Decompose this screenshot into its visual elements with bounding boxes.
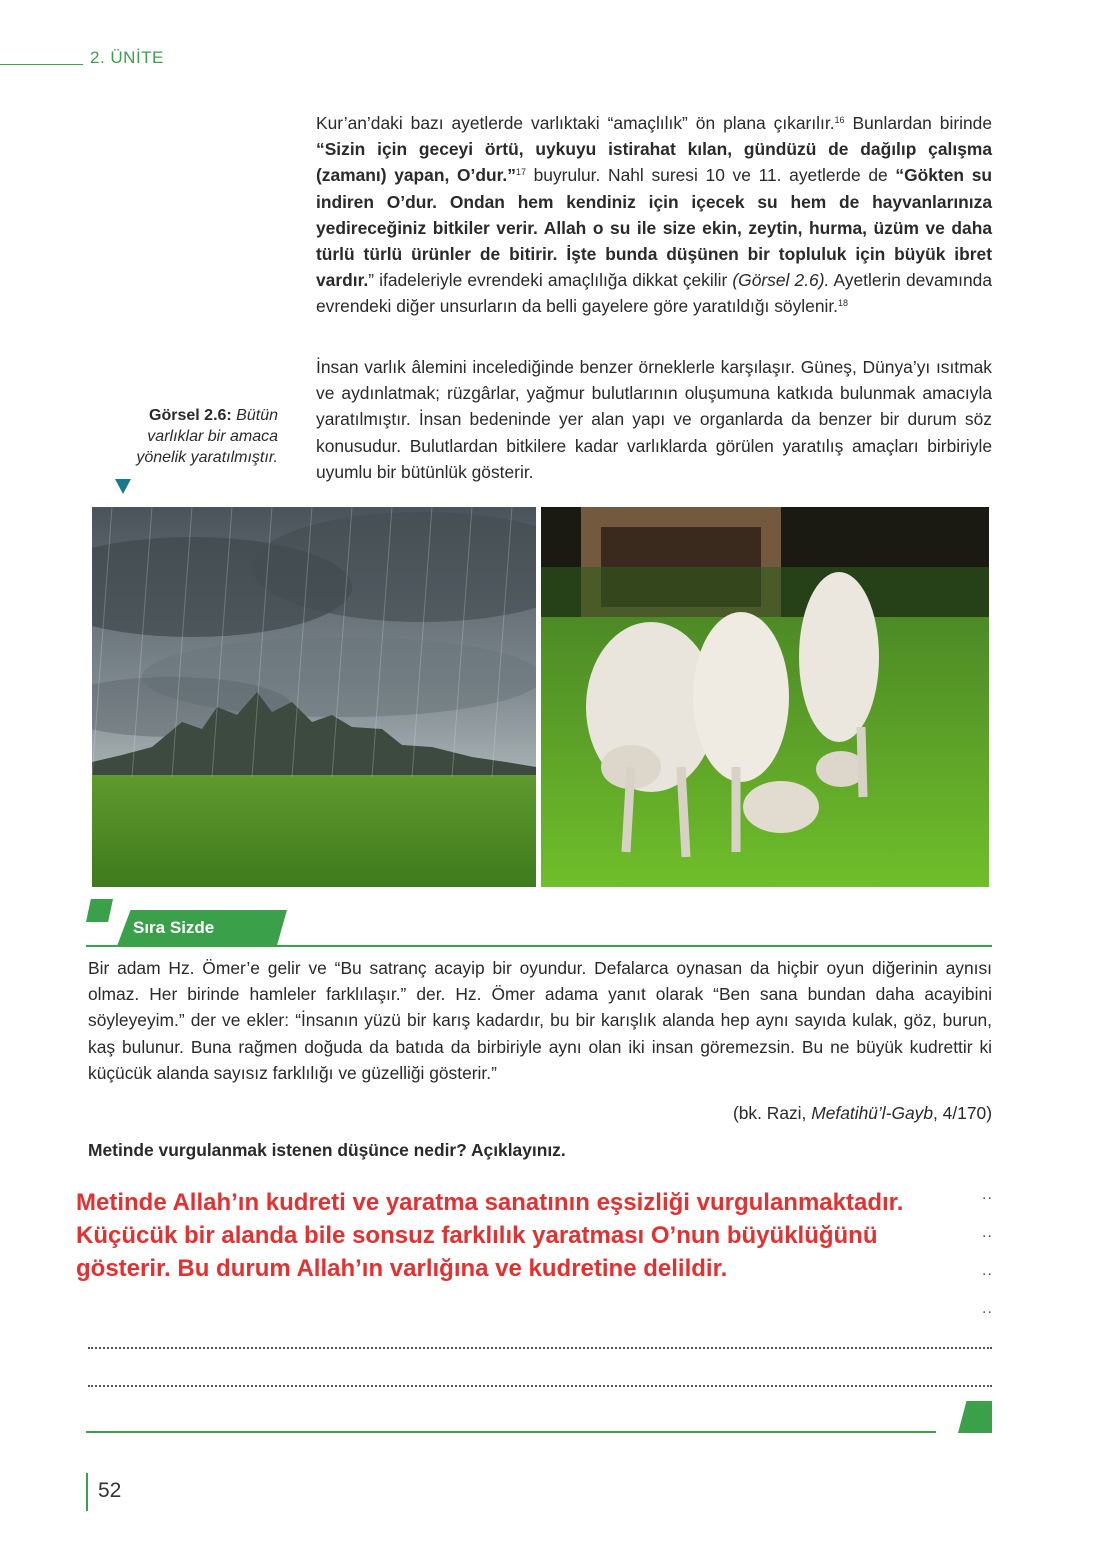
answer-line: [88, 1383, 992, 1387]
activity-story: Bir adam Hz. Ömer’e gelir ve “Bu satranç acayip bir oyundur. Defalarca oynasan da hiçbir oyun diğerinin aynısı olmaz. Her birinde hamleler farklılaşır.” der. Hz. Ömer adama yanıt olarak “Ben sana bundan daha acayibini söyleyeyim.” der ve ekler: “İnsanın yüzü bir karış kadardır, bu bir karışlık alanda hep aynı sayıda kulak, göz, burun, kaş bulunur. Buna rağmen doğuda da batıda da birbiriyle aynı olan iki insan göremezsin. Bu ne büyük kudrettir ki küçücük alanda sayısız farklılığı ve güzelliği gösterir.”: [88, 958, 992, 1083]
answer-line: [88, 1345, 992, 1349]
caption-text: Bütün varlıklar bir amaca yönelik yaratılmıştır.: [136, 407, 278, 466]
sheep-grazing-image: [541, 507, 989, 887]
text-span: ” ifadeleriyle evrendeki amaçlılığa dikkat çekilir: [368, 270, 733, 291]
text-span: Bunlardan birinde: [844, 113, 992, 133]
handwritten-answer: Metinde Allah’ın kudreti ve yaratma sanatının eşsizliği vurgulanmaktadır. Küçücük bir alanda bile sonsuz farklılık yaratması O’nun büyüklüğünü gösterir. Bu durum Allah’ın varlığına ve kudretine delildir.: [76, 1189, 904, 1282]
caption-triangle-icon: [115, 479, 131, 494]
activity-question: Metinde vurgulanmak istenen düşünce nedir? Açıklayınız.: [88, 1140, 566, 1160]
rain-landscape-image: [92, 507, 536, 887]
ref-text: (bk. Razi,: [732, 1103, 812, 1123]
ref-work: Mefatihü’l-Gayb: [811, 1103, 934, 1123]
source-reference: [733, 1103, 992, 1124]
unit-label: 2. ÜNİTE: [90, 48, 164, 67]
figure-ref: (Görsel 2.6).: [732, 270, 830, 291]
answer-line-dots: ..: [982, 1224, 993, 1241]
ref-text: , 4/170): [933, 1103, 992, 1123]
text-span: Ayetlerin devamında evrendeki diğer unsurların da belli gayelere göre yaratıldığı söylenir.: [316, 270, 992, 317]
header-rule: [0, 64, 83, 65]
figure-caption: [100, 405, 278, 468]
page-number: 52: [98, 1479, 122, 1502]
caption-label: Görsel 2.6:: [149, 407, 232, 424]
activity-title: Sıra Sizde: [133, 918, 215, 937]
page-number-bar: [86, 1473, 88, 1511]
text-span: Kur’an’daki bazı ayetlerde varlıktaki “amaçlılık” ön plana çıkarılır.: [316, 113, 835, 133]
footnote-17: 17: [515, 167, 526, 178]
footnote-16: 16: [834, 115, 845, 125]
verse-quote: “Gökten su indiren O’dur. Ondan hem kendiniz için içecek su hem de hayvanlarınıza yedireceğiniz bitkiler verir. Allah o su ile size ekin, zeytin, hurma, üzüm ve daha türlü türlü ürünler de bitirir. İşte bunda düşünen bir topluluk için büyük ibret vardır.: [316, 165, 992, 291]
activity-bottom-rule: [86, 1431, 936, 1433]
verse-quote: “Sizin için geceyi örtü, uykuyu istirahat kılan, gündüzü de dağılıp çalışma (zamanı) yapan, O’dur.”: [316, 139, 992, 186]
intro-paragraph: [316, 110, 992, 320]
activity-end-marker: [958, 1401, 992, 1433]
answer-line-dots: ..: [982, 1186, 993, 1203]
second-paragraph: İnsan varlık âlemini incelediğinde benzer örneklerle karşılaşır. Güneş, Dünya’yı ısıtmak ve aydınlatmak; rüzgârlar, yağmur bulutlarının oluşumuna katkıda bulunmak amacıyla yaratılmıştır. İnsan bedeninde yer alan yapı ve organlarda da benzer bir durum söz konusudur. Bulutlardan bitkilere kadar varlıklarda görülen yaratılış amaçları birbiriyle uyumlu bir bütünlük gösterir.: [316, 357, 992, 482]
answer-line-dots: ..: [982, 1262, 993, 1279]
answer-line-dots: ..: [982, 1300, 993, 1317]
footnote-18: 18: [838, 298, 849, 309]
text-span: buyrulur. Nahl suresi 10 ve 11. ayetlerde de: [525, 165, 896, 186]
activity-rule: [86, 945, 992, 947]
activity-marker: [86, 899, 113, 922]
